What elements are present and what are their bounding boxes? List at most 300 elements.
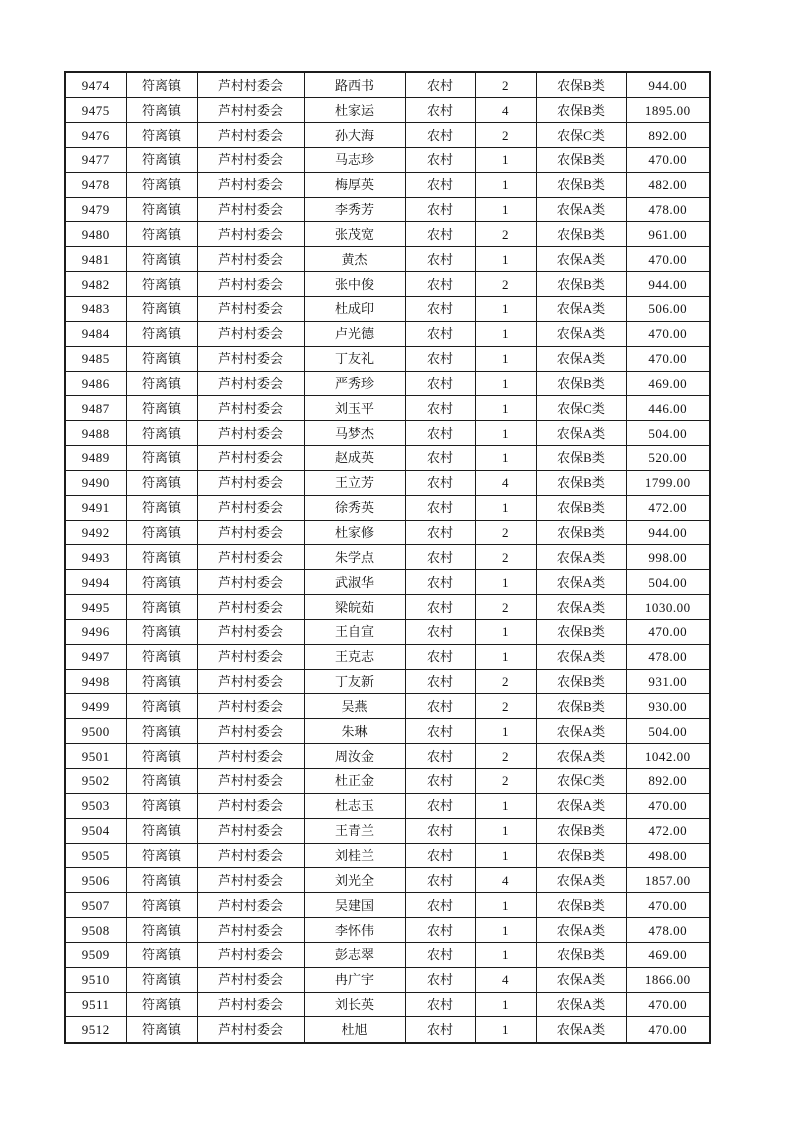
cell-amount: 470.00 [626,619,710,644]
cell-household-type: 农村 [405,346,475,371]
cell-person-count: 1 [475,247,536,272]
table-row [65,744,710,769]
cell-person-count: 2 [475,595,536,620]
cell-village-committee: 芦村村委会 [197,918,304,943]
table-row [65,495,710,520]
table-row [65,818,710,843]
cell-town: 符离镇 [126,222,197,247]
cell-person-count: 1 [475,147,536,172]
cell-amount: 944.00 [626,72,710,98]
cell-person-count: 1 [475,396,536,421]
table-row [65,570,710,595]
cell-household-type: 农村 [405,719,475,744]
cell-household-type: 农村 [405,421,475,446]
cell-household-type: 农村 [405,868,475,893]
cell-household-type: 农村 [405,98,475,123]
cell-insurance-category: 农保A类 [536,793,626,818]
cell-insurance-category: 农保A类 [536,321,626,346]
cell-person-name: 杜正金 [304,769,405,794]
table-row [65,868,710,893]
cell-serial-number: 9482 [65,272,126,297]
cell-town: 符离镇 [126,296,197,321]
cell-insurance-category: 农保A类 [536,868,626,893]
cell-household-type: 农村 [405,123,475,148]
cell-serial-number: 9475 [65,98,126,123]
cell-person-count: 1 [475,346,536,371]
cell-person-count: 1 [475,446,536,471]
cell-village-committee: 芦村村委会 [197,967,304,992]
cell-village-committee: 芦村村委会 [197,818,304,843]
cell-household-type: 农村 [405,595,475,620]
cell-person-count: 1 [475,918,536,943]
cell-town: 符离镇 [126,868,197,893]
cell-serial-number: 9508 [65,918,126,943]
table-row [65,197,710,222]
cell-insurance-category: 农保A类 [536,346,626,371]
cell-amount: 469.00 [626,942,710,967]
cell-serial-number: 9478 [65,172,126,197]
cell-serial-number: 9494 [65,570,126,595]
cell-village-committee: 芦村村委会 [197,123,304,148]
cell-insurance-category: 农保B类 [536,72,626,98]
table-row [65,470,710,495]
cell-amount: 504.00 [626,719,710,744]
cell-amount: 961.00 [626,222,710,247]
cell-person-name: 张茂宽 [304,222,405,247]
cell-household-type: 农村 [405,843,475,868]
table-body [65,72,710,1043]
cell-town: 符离镇 [126,942,197,967]
cell-insurance-category: 农保A类 [536,545,626,570]
cell-serial-number: 9501 [65,744,126,769]
cell-serial-number: 9511 [65,992,126,1017]
cell-village-committee: 芦村村委会 [197,545,304,570]
cell-serial-number: 9486 [65,371,126,396]
cell-serial-number: 9476 [65,123,126,148]
cell-insurance-category: 农保A类 [536,296,626,321]
cell-person-count: 2 [475,669,536,694]
table-row [65,992,710,1017]
cell-town: 符离镇 [126,793,197,818]
cell-amount: 472.00 [626,818,710,843]
cell-insurance-category: 农保A类 [536,967,626,992]
cell-person-count: 4 [475,868,536,893]
cell-person-count: 1 [475,172,536,197]
cell-person-name: 赵成英 [304,446,405,471]
cell-town: 符离镇 [126,669,197,694]
cell-person-count: 4 [475,967,536,992]
cell-town: 符离镇 [126,619,197,644]
cell-village-committee: 芦村村委会 [197,669,304,694]
cell-village-committee: 芦村村委会 [197,446,304,471]
cell-amount: 470.00 [626,992,710,1017]
cell-person-count: 2 [475,272,536,297]
table-row [65,396,710,421]
table-row [65,719,710,744]
cell-village-committee: 芦村村委会 [197,495,304,520]
cell-insurance-category: 农保A类 [536,744,626,769]
cell-amount: 944.00 [626,272,710,297]
cell-village-committee: 芦村村委会 [197,98,304,123]
cell-insurance-category: 农保B类 [536,222,626,247]
cell-town: 符离镇 [126,893,197,918]
cell-household-type: 农村 [405,992,475,1017]
cell-person-count: 1 [475,843,536,868]
table-row [65,893,710,918]
cell-town: 符离镇 [126,1017,197,1043]
table-row [65,371,710,396]
cell-household-type: 农村 [405,396,475,421]
cell-household-type: 农村 [405,793,475,818]
cell-person-name: 刘长英 [304,992,405,1017]
cell-household-type: 农村 [405,321,475,346]
cell-serial-number: 9510 [65,967,126,992]
cell-person-count: 1 [475,197,536,222]
cell-person-count: 2 [475,694,536,719]
cell-village-committee: 芦村村委会 [197,247,304,272]
cell-insurance-category: 农保B类 [536,147,626,172]
cell-town: 符离镇 [126,470,197,495]
cell-household-type: 农村 [405,967,475,992]
cell-town: 符离镇 [126,744,197,769]
cell-household-type: 农村 [405,769,475,794]
cell-village-committee: 芦村村委会 [197,893,304,918]
cell-amount: 1857.00 [626,868,710,893]
table-row [65,694,710,719]
cell-insurance-category: 农保A类 [536,595,626,620]
cell-household-type: 农村 [405,470,475,495]
cell-serial-number: 9496 [65,619,126,644]
cell-person-name: 杜志玉 [304,793,405,818]
cell-serial-number: 9490 [65,470,126,495]
table-row [65,296,710,321]
cell-household-type: 农村 [405,570,475,595]
cell-amount: 472.00 [626,495,710,520]
cell-serial-number: 9493 [65,545,126,570]
cell-household-type: 农村 [405,942,475,967]
cell-village-committee: 芦村村委会 [197,619,304,644]
cell-village-committee: 芦村村委会 [197,470,304,495]
cell-person-count: 1 [475,942,536,967]
cell-person-name: 李秀芳 [304,197,405,222]
cell-person-name: 朱琳 [304,719,405,744]
table-row [65,942,710,967]
cell-insurance-category: 农保B类 [536,520,626,545]
cell-amount: 998.00 [626,545,710,570]
cell-amount: 892.00 [626,123,710,148]
cell-amount: 892.00 [626,769,710,794]
table-row [65,595,710,620]
cell-person-name: 卢光德 [304,321,405,346]
table-row [65,446,710,471]
table-row [65,346,710,371]
cell-amount: 1042.00 [626,744,710,769]
cell-amount: 504.00 [626,570,710,595]
cell-town: 符离镇 [126,769,197,794]
cell-person-count: 2 [475,769,536,794]
cell-insurance-category: 农保A类 [536,247,626,272]
cell-insurance-category: 农保B类 [536,818,626,843]
cell-insurance-category: 农保B类 [536,942,626,967]
cell-town: 符离镇 [126,967,197,992]
cell-town: 符离镇 [126,719,197,744]
table-row [65,843,710,868]
cell-insurance-category: 农保B类 [536,893,626,918]
table-row [65,644,710,669]
cell-person-count: 1 [475,619,536,644]
cell-person-count: 2 [475,744,536,769]
cell-person-name: 丁友新 [304,669,405,694]
cell-person-name: 杜旭 [304,1017,405,1043]
cell-amount: 478.00 [626,644,710,669]
cell-village-committee: 芦村村委会 [197,346,304,371]
cell-town: 符离镇 [126,446,197,471]
cell-person-name: 王自宣 [304,619,405,644]
cell-person-count: 2 [475,545,536,570]
cell-amount: 1799.00 [626,470,710,495]
cell-village-committee: 芦村村委会 [197,172,304,197]
cell-insurance-category: 农保A类 [536,1017,626,1043]
cell-village-committee: 芦村村委会 [197,272,304,297]
cell-household-type: 农村 [405,172,475,197]
table-row [65,918,710,943]
cell-household-type: 农村 [405,893,475,918]
cell-person-count: 1 [475,321,536,346]
cell-insurance-category: 农保A类 [536,570,626,595]
cell-amount: 520.00 [626,446,710,471]
cell-amount: 478.00 [626,197,710,222]
cell-town: 符离镇 [126,595,197,620]
cell-person-name: 王克志 [304,644,405,669]
cell-village-committee: 芦村村委会 [197,992,304,1017]
cell-person-count: 1 [475,1017,536,1043]
cell-household-type: 农村 [405,272,475,297]
cell-household-type: 农村 [405,197,475,222]
table-row [65,247,710,272]
cell-town: 符离镇 [126,396,197,421]
pension-record-table [64,71,711,1044]
table-row [65,123,710,148]
cell-household-type: 农村 [405,669,475,694]
cell-person-name: 刘玉平 [304,396,405,421]
cell-town: 符离镇 [126,644,197,669]
cell-serial-number: 9500 [65,719,126,744]
cell-person-count: 1 [475,296,536,321]
cell-person-count: 1 [475,644,536,669]
cell-amount: 470.00 [626,1017,710,1043]
cell-household-type: 农村 [405,147,475,172]
table-row [65,147,710,172]
table-row [65,669,710,694]
cell-town: 符离镇 [126,72,197,98]
cell-town: 符离镇 [126,818,197,843]
cell-insurance-category: 农保B类 [536,619,626,644]
cell-serial-number: 9503 [65,793,126,818]
cell-serial-number: 9505 [65,843,126,868]
cell-person-name: 吴燕 [304,694,405,719]
table-row [65,321,710,346]
cell-amount: 1895.00 [626,98,710,123]
cell-person-count: 1 [475,893,536,918]
cell-household-type: 农村 [405,520,475,545]
table-row [65,421,710,446]
cell-town: 符离镇 [126,421,197,446]
cell-serial-number: 9497 [65,644,126,669]
cell-town: 符离镇 [126,247,197,272]
cell-serial-number: 9492 [65,520,126,545]
cell-village-committee: 芦村村委会 [197,421,304,446]
cell-household-type: 农村 [405,296,475,321]
cell-person-name: 杜成印 [304,296,405,321]
cell-person-name: 周汝金 [304,744,405,769]
cell-person-name: 朱学点 [304,545,405,570]
cell-person-count: 1 [475,421,536,446]
cell-amount: 446.00 [626,396,710,421]
cell-person-name: 马志珍 [304,147,405,172]
cell-insurance-category: 农保A类 [536,421,626,446]
cell-town: 符离镇 [126,570,197,595]
cell-village-committee: 芦村村委会 [197,868,304,893]
cell-person-name: 丁友礼 [304,346,405,371]
cell-village-committee: 芦村村委会 [197,371,304,396]
cell-amount: 504.00 [626,421,710,446]
cell-person-name: 徐秀英 [304,495,405,520]
cell-town: 符离镇 [126,123,197,148]
cell-insurance-category: 农保B类 [536,98,626,123]
cell-town: 符离镇 [126,272,197,297]
table-row [65,172,710,197]
cell-person-count: 2 [475,222,536,247]
cell-village-committee: 芦村村委会 [197,793,304,818]
cell-serial-number: 9499 [65,694,126,719]
cell-village-committee: 芦村村委会 [197,147,304,172]
cell-village-committee: 芦村村委会 [197,222,304,247]
cell-household-type: 农村 [405,744,475,769]
cell-person-name: 武淑华 [304,570,405,595]
cell-village-committee: 芦村村委会 [197,1017,304,1043]
cell-amount: 470.00 [626,346,710,371]
cell-town: 符离镇 [126,321,197,346]
cell-town: 符离镇 [126,694,197,719]
cell-person-name: 刘光全 [304,868,405,893]
table-row [65,520,710,545]
cell-serial-number: 9487 [65,396,126,421]
cell-amount: 1866.00 [626,967,710,992]
cell-insurance-category: 农保B类 [536,669,626,694]
cell-person-name: 严秀珍 [304,371,405,396]
cell-amount: 498.00 [626,843,710,868]
cell-household-type: 农村 [405,619,475,644]
cell-village-committee: 芦村村委会 [197,719,304,744]
cell-person-name: 杜家修 [304,520,405,545]
cell-person-name: 孙大海 [304,123,405,148]
cell-insurance-category: 农保A类 [536,644,626,669]
cell-household-type: 农村 [405,446,475,471]
cell-person-name: 吴建国 [304,893,405,918]
cell-person-name: 王立芳 [304,470,405,495]
table-row [65,1017,710,1043]
cell-household-type: 农村 [405,495,475,520]
cell-household-type: 农村 [405,72,475,98]
cell-insurance-category: 农保C类 [536,396,626,421]
cell-village-committee: 芦村村委会 [197,296,304,321]
cell-person-count: 2 [475,123,536,148]
cell-serial-number: 9484 [65,321,126,346]
cell-serial-number: 9479 [65,197,126,222]
cell-town: 符离镇 [126,992,197,1017]
cell-village-committee: 芦村村委会 [197,942,304,967]
cell-amount: 470.00 [626,793,710,818]
cell-serial-number: 9504 [65,818,126,843]
cell-person-name: 王青兰 [304,818,405,843]
cell-village-committee: 芦村村委会 [197,396,304,421]
cell-person-name: 梁皖茹 [304,595,405,620]
cell-serial-number: 9512 [65,1017,126,1043]
cell-town: 符离镇 [126,918,197,943]
cell-town: 符离镇 [126,147,197,172]
cell-insurance-category: 农保A类 [536,719,626,744]
table-row [65,98,710,123]
cell-household-type: 农村 [405,644,475,669]
cell-insurance-category: 农保B类 [536,495,626,520]
cell-amount: 944.00 [626,520,710,545]
cell-insurance-category: 农保B类 [536,694,626,719]
table-row [65,222,710,247]
cell-town: 符离镇 [126,346,197,371]
cell-amount: 470.00 [626,893,710,918]
cell-insurance-category: 农保A类 [536,992,626,1017]
cell-town: 符离镇 [126,172,197,197]
table-row [65,769,710,794]
table-row [65,793,710,818]
table-row [65,545,710,570]
cell-insurance-category: 农保C类 [536,769,626,794]
cell-amount: 470.00 [626,147,710,172]
cell-household-type: 农村 [405,1017,475,1043]
cell-amount: 1030.00 [626,595,710,620]
cell-household-type: 农村 [405,371,475,396]
cell-village-committee: 芦村村委会 [197,321,304,346]
cell-insurance-category: 农保B类 [536,272,626,297]
cell-village-committee: 芦村村委会 [197,595,304,620]
cell-person-name: 刘桂兰 [304,843,405,868]
cell-amount: 470.00 [626,247,710,272]
cell-household-type: 农村 [405,247,475,272]
cell-person-name: 杜家运 [304,98,405,123]
cell-person-name: 马梦杰 [304,421,405,446]
cell-insurance-category: 农保A类 [536,918,626,943]
cell-person-name: 梅厚英 [304,172,405,197]
cell-town: 符离镇 [126,520,197,545]
cell-amount: 469.00 [626,371,710,396]
cell-household-type: 农村 [405,918,475,943]
cell-village-committee: 芦村村委会 [197,744,304,769]
cell-household-type: 农村 [405,222,475,247]
cell-serial-number: 9477 [65,147,126,172]
cell-serial-number: 9481 [65,247,126,272]
cell-town: 符离镇 [126,495,197,520]
cell-serial-number: 9495 [65,595,126,620]
cell-insurance-category: 农保C类 [536,123,626,148]
cell-serial-number: 9480 [65,222,126,247]
cell-village-committee: 芦村村委会 [197,694,304,719]
cell-household-type: 农村 [405,818,475,843]
cell-person-count: 1 [475,570,536,595]
cell-amount: 478.00 [626,918,710,943]
cell-village-committee: 芦村村委会 [197,769,304,794]
table-row [65,72,710,98]
table-row [65,272,710,297]
